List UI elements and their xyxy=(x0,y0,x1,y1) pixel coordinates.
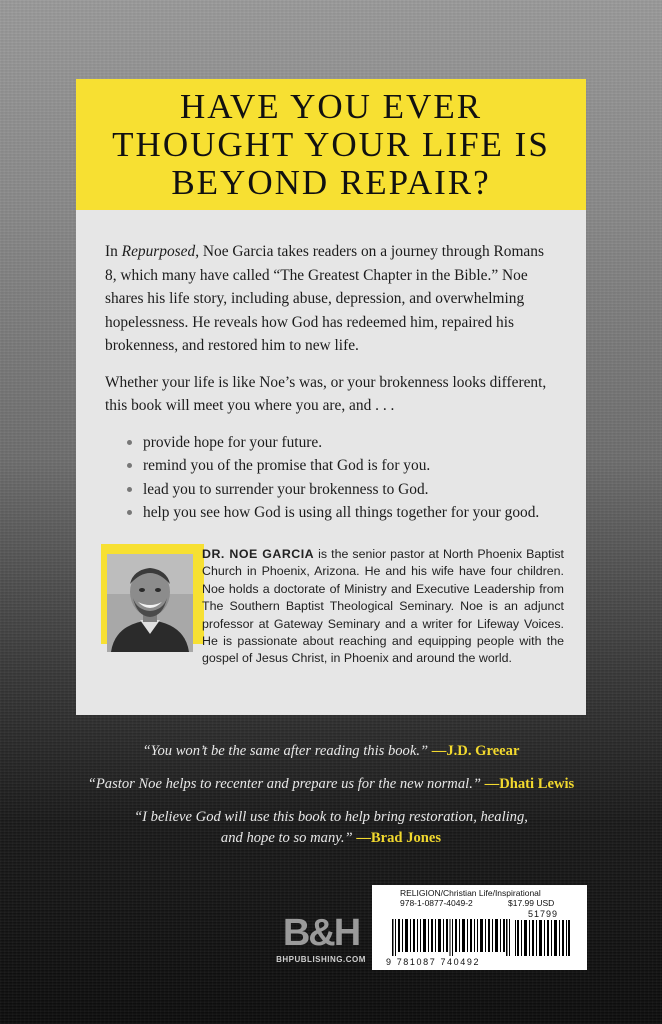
bullet-icon xyxy=(127,510,132,515)
endorsement-2 xyxy=(0,774,662,795)
barcode-addon-number: 51799 xyxy=(528,909,559,919)
endorser-name: —J.D. Greear xyxy=(431,743,520,759)
list-item-text: remind you of the promise that God is for you. xyxy=(143,457,431,474)
list-item-text: help you see how God is using all things together for your good. xyxy=(143,504,540,521)
list-item-text: lead you to surrender your brokenness to God. xyxy=(143,480,429,498)
headline-line-2: THOUGHT YOUR LIFE IS xyxy=(112,124,550,164)
endorsements xyxy=(0,741,662,849)
endorser-name: —Brad Jones xyxy=(356,830,442,846)
endorsement-text: “I believe God will use this book to help bring restoration, healing, and hope to so many.” xyxy=(134,809,528,846)
list-item xyxy=(127,431,558,455)
list-item-text: provide hope for your future. xyxy=(143,433,323,451)
author-photo xyxy=(107,554,193,652)
headline-line-1: HAVE YOU EVER xyxy=(179,86,483,126)
bullet-icon xyxy=(127,463,132,468)
barcode-isbn: 978-1-0877-4049-2 xyxy=(400,898,473,908)
description-paragraph-1 xyxy=(105,240,558,358)
author-bio-text: is the senior pastor at North Phoenix Baptist Church in Phoenix, Arizona. He and his wife have four children. Noe holds a doctorate of Ministry and Executive Leadership from The Southern Baptist Theological Seminary. Noe is an adjunct professor at Gateway Seminary and a writer for Lifeway Voices. He is passionate about reaching and equipping people with the gospel of Jesus Christ, in Phoenix and around the world. xyxy=(202,547,564,666)
endorsement-text: “Pastor Noe helps to recenter and prepare us for the new normal.” xyxy=(87,776,485,792)
endorsement-3 xyxy=(131,807,531,849)
publisher-logo-mark: B&H xyxy=(282,912,360,954)
endorsement-text: “You won’t be the same after reading this book.” xyxy=(142,743,432,759)
list-item xyxy=(127,454,558,478)
author-bio xyxy=(202,546,564,668)
barcode-category: RELIGION/Christian Life/Inspirational xyxy=(400,888,541,898)
description-paragraph-2: Whether your life is like Noe’s was, or your brokenness looks different, this book will meet you where you are, and . . . xyxy=(105,373,547,414)
barcode-block xyxy=(372,885,587,970)
barcode-addon-icon xyxy=(515,920,570,956)
publisher-logo xyxy=(262,913,380,964)
bullet-icon xyxy=(127,487,132,492)
book-title: Repurposed xyxy=(121,243,196,260)
barcode-digits: 9 781087 740492 xyxy=(386,957,481,967)
author-name: DR. NOE GARCIA xyxy=(202,547,315,561)
headline-banner xyxy=(76,79,586,210)
p1-prefix: In xyxy=(105,243,122,260)
endorsement-1 xyxy=(0,741,662,762)
list-item xyxy=(127,501,558,525)
barcode-main-icon xyxy=(392,919,510,956)
benefit-list xyxy=(105,431,558,525)
author-photo-frame xyxy=(101,544,205,656)
headline-line-3: BEYOND REPAIR? xyxy=(171,162,491,202)
publisher-url: BHPUBLISHING.COM xyxy=(276,955,366,964)
barcode-price: $17.99 USD xyxy=(508,898,555,908)
description-panel xyxy=(76,210,586,715)
list-item xyxy=(127,478,558,502)
endorser-name: —Dhati Lewis xyxy=(484,776,575,792)
bullet-icon xyxy=(127,440,132,445)
p1-rest: , Noe Garcia takes readers on a journey through Romans 8, which many have called “The Greatest Chapter in the Bible.” Noe shares his life story, including abuse, depression, and overwhelming hopelessness. He reveals how God has redeemed him, repaired his brokenness, and restored him to new life. xyxy=(105,243,544,354)
